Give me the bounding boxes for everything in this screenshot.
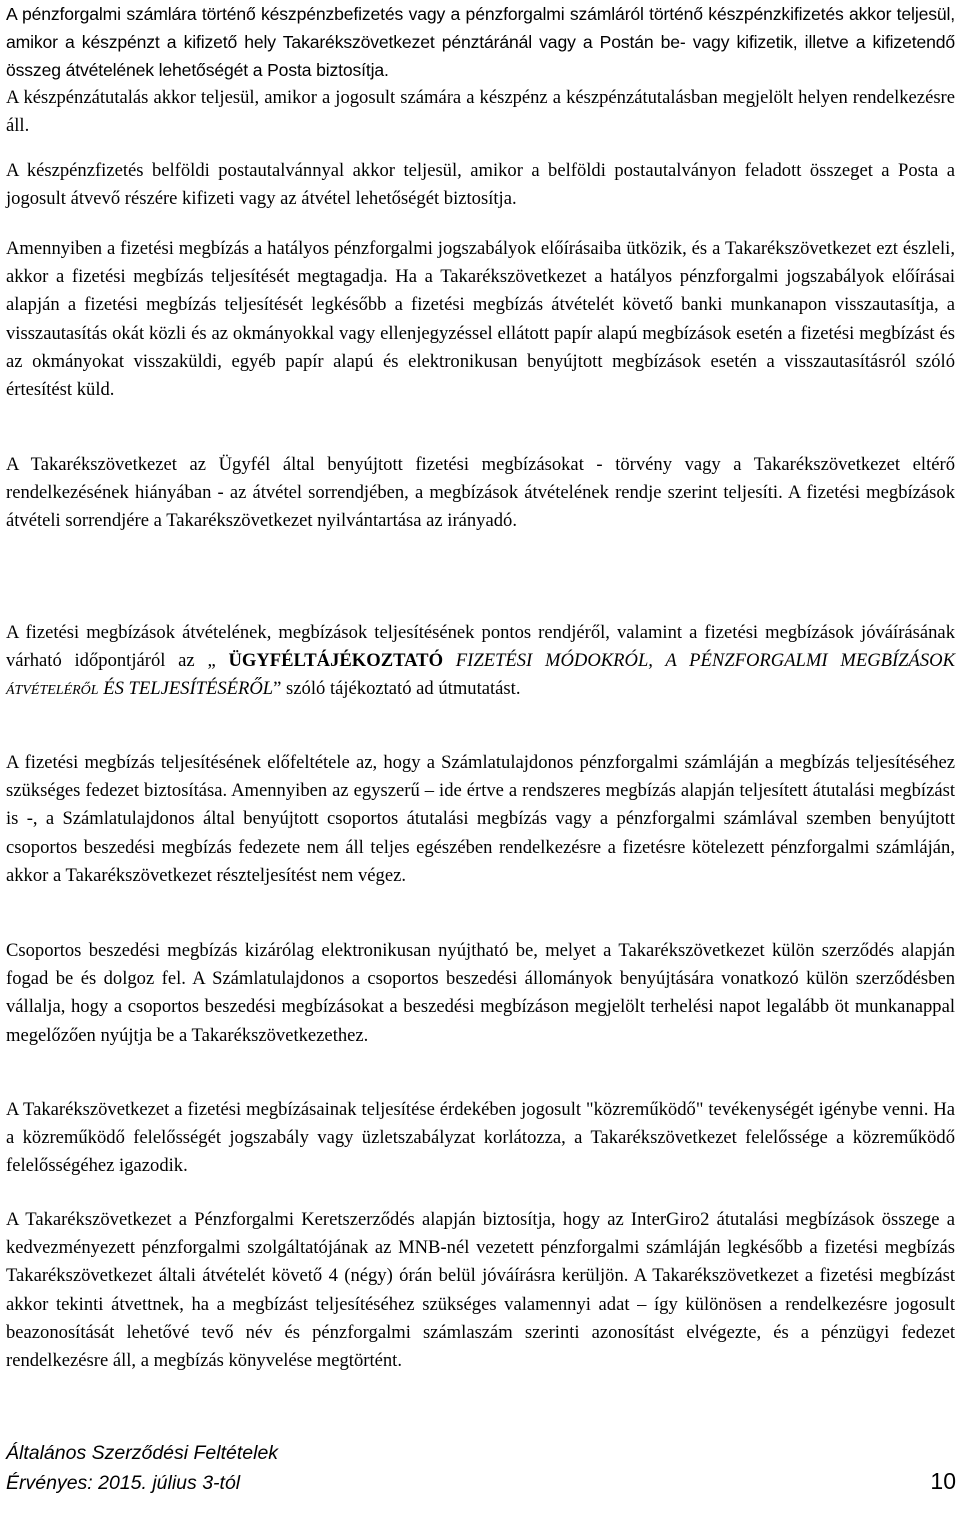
paragraph-customer-info-reference (6, 619, 955, 706)
footer-valid-from: Érvényes: 2015. július 3-tól (6, 1472, 241, 1494)
paragraph-postal-order: A készpénzfizetés belföldi postautalvánnyal akkor teljesül, amikor a belföldi postautalványon feladott összeget a Posta a jogosult átvevő részére kifizeti vagy az átvétel lehetőségét biztosítja. (6, 160, 955, 210)
p5-italic-2: ÉS TELJESÍTÉSÉRŐL (98, 678, 274, 700)
paragraph-intermediary: A Takarékszövetkezet a fizetési megbízásainak teljesítése érdekében jogosult "közreműködő" tevékenységét igénybe venni. Ha a közreműködő felelősségét jogszabály vagy üzletszabályzat korlátozza, a Takarékszövetkezet felelőssége a közreműködő felelősségéhez igazodik. (6, 1099, 955, 1177)
p5-bold-title: ÜGYFÉLTÁJÉKOZTATÓ (228, 650, 444, 672)
paragraph-direct-debit: Csoportos beszedési megbízás kizárólag elektronikusan nyújtható be, melyet a Takarékszövetkezet külön szerződés alapján fogad be és dolgoz fel. A Számlatulajdonos a csoportos beszedési állományok benyújtására vonatkozó külön szerződésben vállalja, hogy a csoportos beszedési megbízásokat a beszedési megbízáson megjelölt terhelési napot legalább öt munkanappal megelőzően nyújtja be a Takarékszövetkezethez. (6, 940, 955, 1046)
paragraph-cash-settlement: A pénzforgalmi számlára történő készpénzbefizetés vagy a pénzforgalmi számláról történő készpénzkifizetés akkor teljesül, amikor a készpénzt a kifizető hely Takarékszövetkezet pénztáránál vagy a Postán be- vagy kifizetik, illetve a kifizetendő összeg átvételének lehetőségét a Posta biztosítja. (6, 4, 955, 81)
paragraph-order-refusal: Amennyiben a fizetési megbízás a hatályos pénzforgalmi jogszabályok előírásaiba ütközik, és a Takarékszövetkezet ezt észleli, akkor a fizetési megbízás teljesítését megtagadja. Ha a Takarékszövetkezet a hatályos pénzforgalmi jogszabályok előírásai alapján a fizetési megbízás teljesítését legkésőbb a fizetési megbízás átvételét követő banki munkanapon visszautasítja, a visszautasítás okát közli és az okmányokkal vagy ellenjegyzéssel ellátott papír alapú megbízások esetén a fizetési megbízást és az okmányokat visszaküldi, egyéb papír alapú és elektronikusan benyújtott megbízások esetén a visszautasításról szóló értesítést küld. (6, 238, 955, 401)
p5-italic-1: FIZETÉSI MÓDOKRÓL, A PÉNZFORGALMI MEGBÍZÁSOK (443, 650, 955, 672)
footer-title: Általános Szerződési Feltételek (6, 1442, 279, 1464)
page-number: 10 (930, 1468, 956, 1494)
p5-text-1: A fizetési megbízások átvételének, megbízások teljesítésének pontos rendjéről, valamint a fizetési megbízások jóváírásának várható időpontjáról az „ (6, 622, 955, 672)
p5-text-2: ” szóló tájékoztató ad útmutatást. (273, 678, 521, 700)
paragraph-intergiro: A Takarékszövetkezet a Pénzforgalmi Keretszerződés alapján biztosítja, hogy az InterGiro2 átutalási megbízások összege a kedvezményezett pénzforgalmi szolgáltatójának az MNB-nél vezetett pénzforgalmi számláján legkésőbb a fizetési megbízás Takarékszövetkezet általi átvételét követő 4 (négy) órán belül jóváírásra kerüljön. A Takarékszövetkezet a fizetési megbízást akkor tekinti átvettnek, ha a megbízást teljesítéséhez szükséges valamennyi adat – így különösen a rendelkezésre jogosult beazonosítását lehetővé tevő név és pénzforgalmi számlaszám szerinti azonosítást elvégezte, és a pénzügyi fedezet rendelkezésre áll, a megbízás könyvelése megtörtént. (6, 1209, 955, 1372)
p5-italic-small: ÁTVÉTELÉRŐL (6, 683, 99, 699)
paragraph-cash-transfer: A készpénzátutalás akkor teljesül, amikor a jogosult számára a készpénz a készpénzátutalásban megjelölt helyen rendelkezésre áll. (6, 87, 955, 137)
paragraph-execution-order: A Takarékszövetkezet az Ügyfél által benyújtott fizetési megbízásokat - törvény vagy a Takarékszövetkezet eltérő rendelkezésének hiányában - az átvétel sorrendjében, a megbízások átvételének rendje szerint teljesíti. A fizetési megbízások átvételi sorrendjére a Takarékszövetkezet nyilvántartása az irányadó. (6, 454, 955, 532)
paragraph-funds-precondition: A fizetési megbízás teljesítésének előfeltétele az, hogy a Számlatulajdonos pénzforgalmi számláján a megbízás teljesítéséhez szükséges fedezet biztosítása. Amennyiben az egyszerű – ide értve a rendszeres megbízás alapján teljesített átutalási megbízást is -, a Számlatulajdonos által benyújtott csoportos átutalási megbízás vagy a pénzforgalmi számlával szemben benyújtott csoportos beszedési megbízás fedezete nem áll teljes egészében rendelkezésre a fizetésre kötelezett pénzforgalmi számláján, akkor a Takarékszövetkezet részteljesítést nem végez. (6, 752, 955, 886)
page-footer (6, 1438, 955, 1498)
